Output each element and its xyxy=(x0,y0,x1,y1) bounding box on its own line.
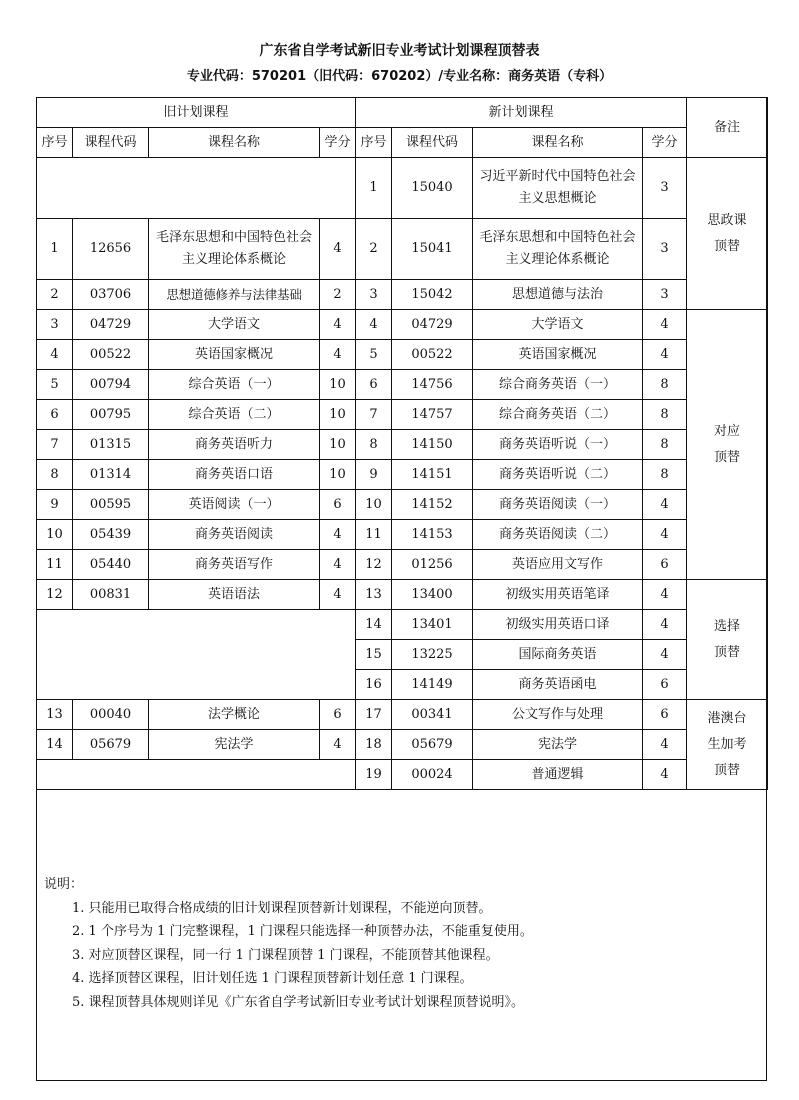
new-code-cell: 14153 xyxy=(392,520,473,550)
old-seq-cell: 5 xyxy=(37,370,73,400)
old-credit-cell: 6 xyxy=(320,490,356,520)
old-seq-cell: 8 xyxy=(37,460,73,490)
old-name-cell: 商务英语口语 xyxy=(149,460,320,490)
old-code-cell: 00794 xyxy=(73,370,149,400)
new-code-cell: 04729 xyxy=(392,310,473,340)
old-seq-cell: 2 xyxy=(37,280,73,310)
new-credit-cell: 6 xyxy=(643,700,687,730)
new-credit-cell: 3 xyxy=(643,280,687,310)
new-code-cell: 15042 xyxy=(392,280,473,310)
header-column-row xyxy=(37,128,768,158)
old-name-cell: 大学语文 xyxy=(149,310,320,340)
old-plan-header: 旧计划课程 xyxy=(37,98,356,128)
remark-line: 港澳台 xyxy=(707,710,747,726)
old-credit-cell: 10 xyxy=(320,460,356,490)
new-plan-header: 新计划课程 xyxy=(356,98,687,128)
old-credit-cell: 4 xyxy=(320,550,356,580)
old-credit-cell: 6 xyxy=(320,700,356,730)
remark-line: 生加考 xyxy=(707,736,747,752)
table-row xyxy=(37,580,768,610)
old-credit-cell: 4 xyxy=(320,520,356,550)
note-item: 3. 对应顶替区课程，同一行 1 门课程顶替 1 门课程，不能顶替其他课程。 xyxy=(72,947,499,963)
new-credit-cell: 4 xyxy=(643,340,687,370)
old-seq-cell: 4 xyxy=(37,340,73,370)
old-seq-cell: 11 xyxy=(37,550,73,580)
new-name-cell: 宪法学 xyxy=(473,730,643,760)
new-credit-cell: 8 xyxy=(643,370,687,400)
page-subtitle: 专业代码：570201（旧代码：670202）/专业名称：商务英语（专科） xyxy=(186,69,613,84)
table-row xyxy=(37,490,768,520)
new-credit-cell: 6 xyxy=(643,550,687,580)
remark-cell xyxy=(687,310,768,580)
old-seq-cell: 6 xyxy=(37,400,73,430)
old-seq-cell: 13 xyxy=(37,700,73,730)
remark-cell xyxy=(687,700,768,790)
old-seq-cell: 3 xyxy=(37,310,73,340)
old-empty-cell xyxy=(37,158,356,219)
new-code-cell: 05679 xyxy=(392,730,473,760)
old-credit-header: 学分 xyxy=(320,128,356,158)
table-row xyxy=(37,280,768,310)
new-code-cell: 13401 xyxy=(392,610,473,640)
header-group-row xyxy=(37,98,768,128)
new-seq-cell: 2 xyxy=(356,219,392,280)
old-code-cell: 12656 xyxy=(73,219,149,280)
new-credit-header: 学分 xyxy=(643,128,687,158)
table-row xyxy=(37,730,768,760)
new-code-cell: 14149 xyxy=(392,670,473,700)
old-name-cell: 宪法学 xyxy=(149,730,320,760)
new-credit-cell: 4 xyxy=(643,580,687,610)
notes-section xyxy=(44,873,533,1014)
old-seq-header: 序号 xyxy=(37,128,73,158)
remark-cell xyxy=(687,158,768,310)
remark-line: 顶替 xyxy=(714,644,741,660)
new-name-cell: 商务英语阅读（一） xyxy=(473,490,643,520)
new-seq-cell: 4 xyxy=(356,310,392,340)
table-row xyxy=(37,340,768,370)
new-seq-cell: 5 xyxy=(356,340,392,370)
remark-line: 选择 xyxy=(714,618,741,634)
new-credit-cell: 4 xyxy=(643,760,687,790)
old-seq-cell: 9 xyxy=(37,490,73,520)
old-seq-cell: 1 xyxy=(37,219,73,280)
old-name-cell: 法学概论 xyxy=(149,700,320,730)
old-name-cell: 英语语法 xyxy=(149,580,320,610)
new-seq-header: 序号 xyxy=(356,128,392,158)
new-code-cell: 14152 xyxy=(392,490,473,520)
new-name-header: 课程名称 xyxy=(473,128,643,158)
old-code-cell: 00522 xyxy=(73,340,149,370)
table-row xyxy=(37,158,768,219)
new-seq-cell: 14 xyxy=(356,610,392,640)
new-code-cell: 00341 xyxy=(392,700,473,730)
page-title: 广东省自学考试新旧专业考试计划课程顶替表 xyxy=(259,43,540,59)
remark-header: 备注 xyxy=(687,98,768,158)
old-code-cell: 01315 xyxy=(73,430,149,460)
new-code-cell: 15040 xyxy=(392,158,473,219)
old-credit-cell: 2 xyxy=(320,280,356,310)
old-code-cell: 05440 xyxy=(73,550,149,580)
new-name-cell: 毛泽东思想和中国特色社会主义理论体系概论 xyxy=(473,219,643,280)
old-code-cell: 00831 xyxy=(73,580,149,610)
new-credit-cell: 3 xyxy=(643,219,687,280)
new-name-cell: 初级实用英语笔译 xyxy=(473,580,643,610)
new-code-cell: 00522 xyxy=(392,340,473,370)
table-row xyxy=(37,760,768,790)
new-seq-cell: 15 xyxy=(356,640,392,670)
new-credit-cell: 4 xyxy=(643,310,687,340)
table-row xyxy=(37,460,768,490)
old-name-header: 课程名称 xyxy=(149,128,320,158)
new-name-cell: 商务英语听说（一） xyxy=(473,430,643,460)
old-name-cell: 英语国家概况 xyxy=(149,340,320,370)
remark-line: 顶替 xyxy=(714,238,741,254)
new-credit-cell: 4 xyxy=(643,520,687,550)
note-item: 5. 课程顶替具体规则详见《广东省自学考试新旧专业考试计划课程顶替说明》。 xyxy=(72,994,525,1010)
table-row xyxy=(37,370,768,400)
new-code-cell: 01256 xyxy=(392,550,473,580)
old-code-cell: 05679 xyxy=(73,730,149,760)
new-name-cell: 习近平新时代中国特色社会主义思想概论 xyxy=(473,158,643,219)
new-name-cell: 国际商务英语 xyxy=(473,640,643,670)
old-empty-cell xyxy=(37,760,356,790)
new-credit-cell: 4 xyxy=(643,640,687,670)
new-seq-cell: 17 xyxy=(356,700,392,730)
remark-line: 顶替 xyxy=(714,449,741,465)
old-name-cell: 商务英语写作 xyxy=(149,550,320,580)
new-credit-cell: 4 xyxy=(643,610,687,640)
old-seq-cell: 7 xyxy=(37,430,73,460)
new-code-cell: 14151 xyxy=(392,460,473,490)
new-code-cell: 14757 xyxy=(392,400,473,430)
new-seq-cell: 3 xyxy=(356,280,392,310)
old-credit-cell: 4 xyxy=(320,340,356,370)
new-seq-cell: 10 xyxy=(356,490,392,520)
old-code-cell: 04729 xyxy=(73,310,149,340)
remark-line: 顶替 xyxy=(714,762,741,778)
new-name-cell: 普通逻辑 xyxy=(473,760,643,790)
new-seq-cell: 19 xyxy=(356,760,392,790)
new-credit-cell: 6 xyxy=(643,670,687,700)
old-credit-cell: 10 xyxy=(320,430,356,460)
note-item: 4. 选择顶替区课程，旧计划任选 1 门课程顶替新计划任意 1 门课程。 xyxy=(72,971,473,986)
old-code-cell: 03706 xyxy=(73,280,149,310)
new-code-cell: 00024 xyxy=(392,760,473,790)
old-seq-cell: 10 xyxy=(37,520,73,550)
new-name-cell: 商务英语阅读（二） xyxy=(473,520,643,550)
new-code-cell: 15041 xyxy=(392,219,473,280)
new-credit-cell: 4 xyxy=(643,730,687,760)
table-row xyxy=(37,310,768,340)
new-code-cell: 14756 xyxy=(392,370,473,400)
old-credit-cell: 4 xyxy=(320,730,356,760)
old-code-cell: 05439 xyxy=(73,520,149,550)
old-code-cell: 00795 xyxy=(73,400,149,430)
old-empty-cell xyxy=(37,610,356,700)
old-code-cell: 01314 xyxy=(73,460,149,490)
old-name-cell: 毛泽东思想和中国特色社会主义理论体系概论 xyxy=(149,219,320,280)
new-code-cell: 13225 xyxy=(392,640,473,670)
old-name-cell: 商务英语听力 xyxy=(149,430,320,460)
table-row xyxy=(37,610,768,640)
new-name-cell: 英语国家概况 xyxy=(473,340,643,370)
new-code-header: 课程代码 xyxy=(392,128,473,158)
new-code-cell: 14150 xyxy=(392,430,473,460)
new-seq-cell: 9 xyxy=(356,460,392,490)
old-name-cell: 综合英语（二） xyxy=(149,400,320,430)
new-seq-cell: 11 xyxy=(356,520,392,550)
new-seq-cell: 13 xyxy=(356,580,392,610)
old-name-cell: 思想道德修养与法律基础 xyxy=(149,280,320,310)
new-name-cell: 公文写作与处理 xyxy=(473,700,643,730)
new-code-cell: 13400 xyxy=(392,580,473,610)
new-credit-cell: 8 xyxy=(643,460,687,490)
remark-line: 思政课 xyxy=(707,212,747,228)
notes-heading: 说明： xyxy=(44,877,84,892)
new-seq-cell: 12 xyxy=(356,550,392,580)
new-name-cell: 商务英语函电 xyxy=(473,670,643,700)
old-name-cell: 综合英语（一） xyxy=(149,370,320,400)
old-code-header: 课程代码 xyxy=(73,128,149,158)
new-seq-cell: 7 xyxy=(356,400,392,430)
old-code-cell: 00040 xyxy=(73,700,149,730)
table-row xyxy=(37,700,768,730)
new-name-cell: 综合商务英语（一） xyxy=(473,370,643,400)
old-code-cell: 00595 xyxy=(73,490,149,520)
new-credit-cell: 8 xyxy=(643,430,687,460)
old-name-cell: 英语阅读（一） xyxy=(149,490,320,520)
new-credit-cell: 3 xyxy=(643,158,687,219)
new-name-cell: 商务英语听说（二） xyxy=(473,460,643,490)
new-name-cell: 大学语文 xyxy=(473,310,643,340)
new-credit-cell: 8 xyxy=(643,400,687,430)
old-credit-cell: 4 xyxy=(320,219,356,280)
new-name-cell: 英语应用文写作 xyxy=(473,550,643,580)
new-seq-cell: 16 xyxy=(356,670,392,700)
new-name-cell: 初级实用英语口译 xyxy=(473,610,643,640)
old-credit-cell: 10 xyxy=(320,400,356,430)
old-seq-cell: 14 xyxy=(37,730,73,760)
course-substitution-table xyxy=(36,97,768,790)
note-item: 1. 只能用已取得合格成绩的旧计划课程顶替新计划课程，不能逆向顶替。 xyxy=(72,900,492,916)
old-name-cell: 商务英语阅读 xyxy=(149,520,320,550)
old-credit-cell: 10 xyxy=(320,370,356,400)
old-credit-cell: 4 xyxy=(320,310,356,340)
table-row xyxy=(37,550,768,580)
new-seq-cell: 1 xyxy=(356,158,392,219)
new-name-cell: 思想道德与法治 xyxy=(473,280,643,310)
new-name-cell: 综合商务英语（二） xyxy=(473,400,643,430)
new-seq-cell: 18 xyxy=(356,730,392,760)
new-credit-cell: 4 xyxy=(643,490,687,520)
remark-cell xyxy=(687,580,768,700)
remark-line: 对应 xyxy=(714,423,741,439)
old-credit-cell: 4 xyxy=(320,580,356,610)
old-seq-cell: 12 xyxy=(37,580,73,610)
table-row xyxy=(37,520,768,550)
table-row xyxy=(37,219,768,280)
note-item: 2. 1 个序号为 1 门完整课程，1 门课程只能选择一种顶替办法，不能重复使用。 xyxy=(72,924,533,939)
new-seq-cell: 6 xyxy=(356,370,392,400)
table-row xyxy=(37,400,768,430)
new-seq-cell: 8 xyxy=(356,430,392,460)
table-row xyxy=(37,430,768,460)
